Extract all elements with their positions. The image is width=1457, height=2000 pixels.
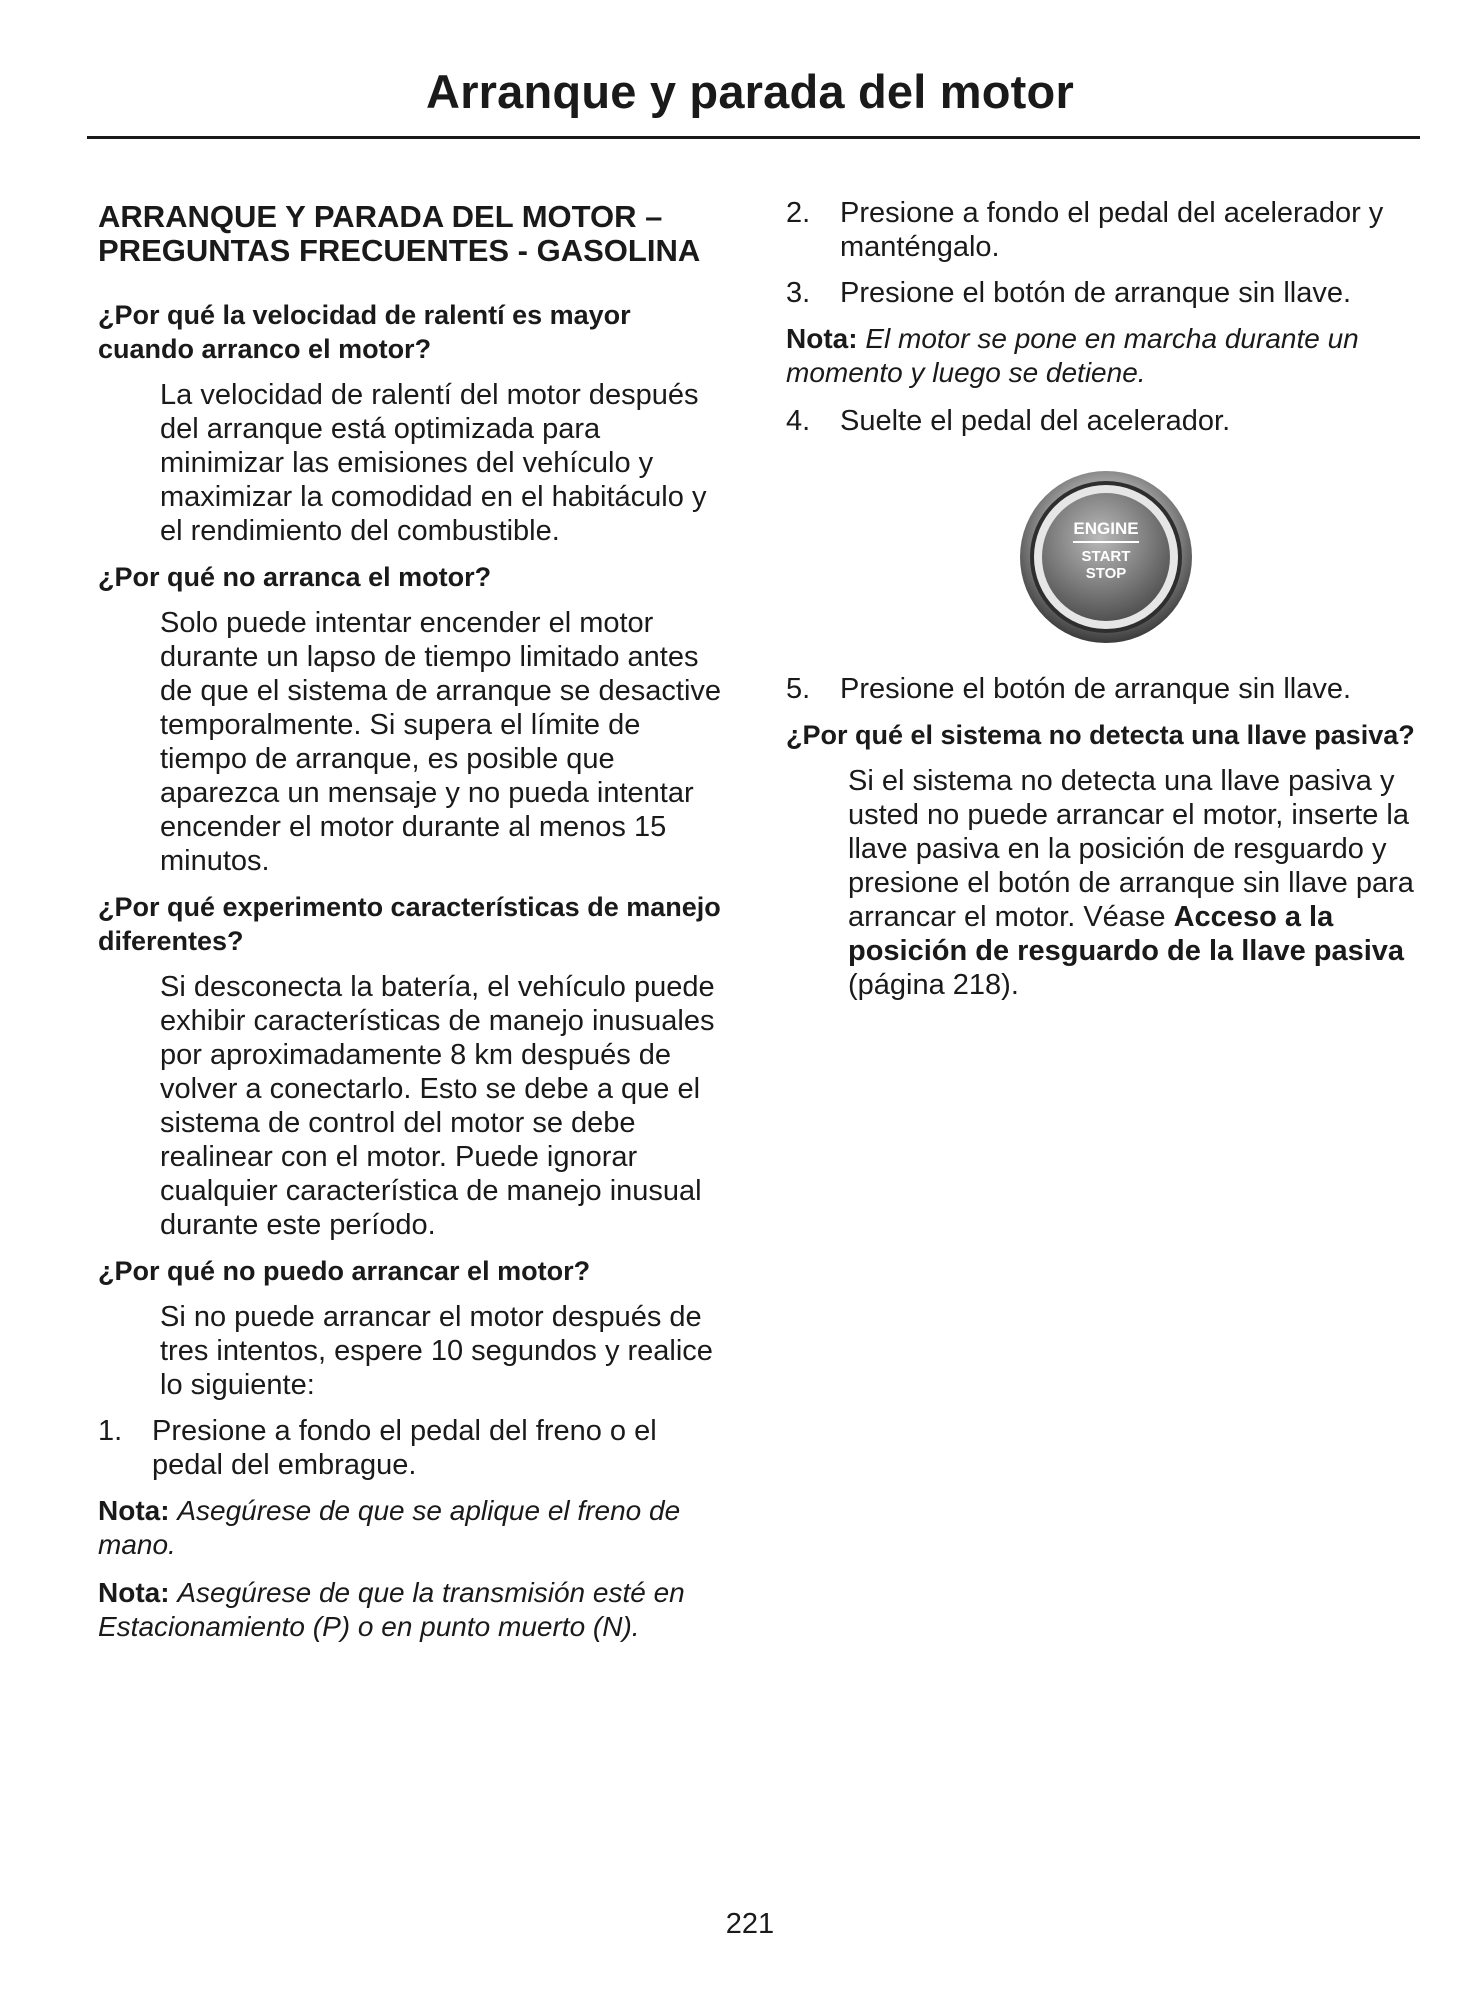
- step-number: 1.: [98, 1415, 123, 1447]
- question-passive-key: ¿Por qué el sistema no detecta una llave pasiva?: [786, 720, 1415, 750]
- step-number: 2.: [786, 197, 811, 229]
- question-idle-speed: ¿Por qué la velocidad de ralentí es mayor cuando arranco el motor?: [98, 300, 631, 364]
- step-1: [98, 1414, 728, 1482]
- note-transmission: [98, 1576, 728, 1644]
- step-3: [786, 276, 1426, 310]
- button-label-engine: ENGINE: [1073, 519, 1139, 538]
- question-driving-characteristics: ¿Por qué experimento características de manejo diferentes?: [98, 892, 721, 956]
- header-divider: [87, 136, 1420, 139]
- engine-start-stop-button-illustration: [786, 466, 1426, 648]
- answer-text: Si el sistema no detecta una llave pasiva y usted no puede arrancar el motor, inserte la llave pasiva en la posición de resguardo y presione el botón de arranque sin llave para arrancar el motor. Véase: [848, 765, 1414, 933]
- step-4: [786, 404, 1426, 438]
- answer-engine-not-start: Solo puede intentar encender el motor durante un lapso de tiempo limitado antes de que el sistema de arranque se desactive temporalmente. Si supera el límite de tiempo de arranque, es posible que aparezca un mensaje y no pueda intentar encender el motor durante al menos 15 minutos.: [160, 607, 722, 877]
- right-column: [786, 196, 1426, 1014]
- answer-driving-characteristics: Si desconecta la batería, el vehículo puede exhibir características de manejo inusuales por aproximadamente 8 km después de volver a conectarlo. Esto se debe a que el sistema de control del motor se debe realinear con el motor. Puede ignorar cualquier característica de manejo inusual durante este período.: [160, 971, 715, 1241]
- question-cannot-start: ¿Por qué no puedo arrancar el motor?: [98, 1256, 591, 1286]
- note-label: Nota:: [98, 1577, 170, 1608]
- step-text: Presione a fondo el pedal del acelerador y manténgalo.: [840, 197, 1384, 263]
- answer-passive-key: [786, 764, 1426, 1002]
- note-engine-runs: [786, 322, 1426, 390]
- note-label: Nota:: [786, 323, 858, 354]
- answer-cannot-start: Si no puede arrancar el motor después de tres intentos, espere 10 segundos y realice lo siguiente:: [160, 1301, 713, 1401]
- engine-start-stop-button-icon: [1011, 466, 1201, 648]
- question-engine-not-start: ¿Por qué no arranca el motor?: [98, 562, 492, 592]
- step-number: 3.: [786, 277, 811, 309]
- step-text: Presione el botón de arranque sin llave.: [840, 673, 1352, 705]
- step-number: 4.: [786, 405, 811, 437]
- note-label: Nota:: [98, 1495, 170, 1526]
- left-column: [98, 200, 728, 1658]
- step-5: [786, 672, 1426, 706]
- step-2: [786, 196, 1426, 264]
- answer-idle-speed: La velocidad de ralentí del motor después del arranque está optimizada para minimizar las emisiones del vehículo y maximizar la comodidad en el habitáculo y el rendimiento del combustible.: [160, 379, 707, 547]
- page-number: 221: [725, 1908, 775, 1940]
- button-label-stop: STOP: [1085, 565, 1127, 582]
- note-text: El motor se pone en marcha durante un momento y luego se detiene.: [786, 323, 1359, 388]
- note-handbrake: [98, 1494, 728, 1562]
- note-text: Asegúrese de que la transmisión esté en Estacionamiento (P) o en punto muerto (N).: [98, 1577, 685, 1642]
- step-text: Presione a fondo el pedal del freno o el pedal del embrague.: [152, 1415, 657, 1481]
- button-label-start: START: [1081, 548, 1131, 565]
- step-number: 5.: [786, 673, 811, 705]
- step-text: Suelte el pedal del acelerador.: [840, 405, 1231, 437]
- page-header-title: Arranque y parada del motor: [426, 65, 1074, 118]
- step-text: Presione el botón de arranque sin llave.: [840, 277, 1352, 309]
- page-reference: (página 218).: [848, 969, 1019, 1001]
- section-title: ARRANQUE Y PARADA DEL MOTOR – PREGUNTAS FRECUENTES - GASOLINA: [98, 199, 701, 268]
- note-text: Asegúrese de que se aplique el freno de mano.: [98, 1495, 681, 1560]
- cross-reference-link[interactable]: Acceso a la posición de resguardo de la llave pasiva: [848, 901, 1405, 967]
